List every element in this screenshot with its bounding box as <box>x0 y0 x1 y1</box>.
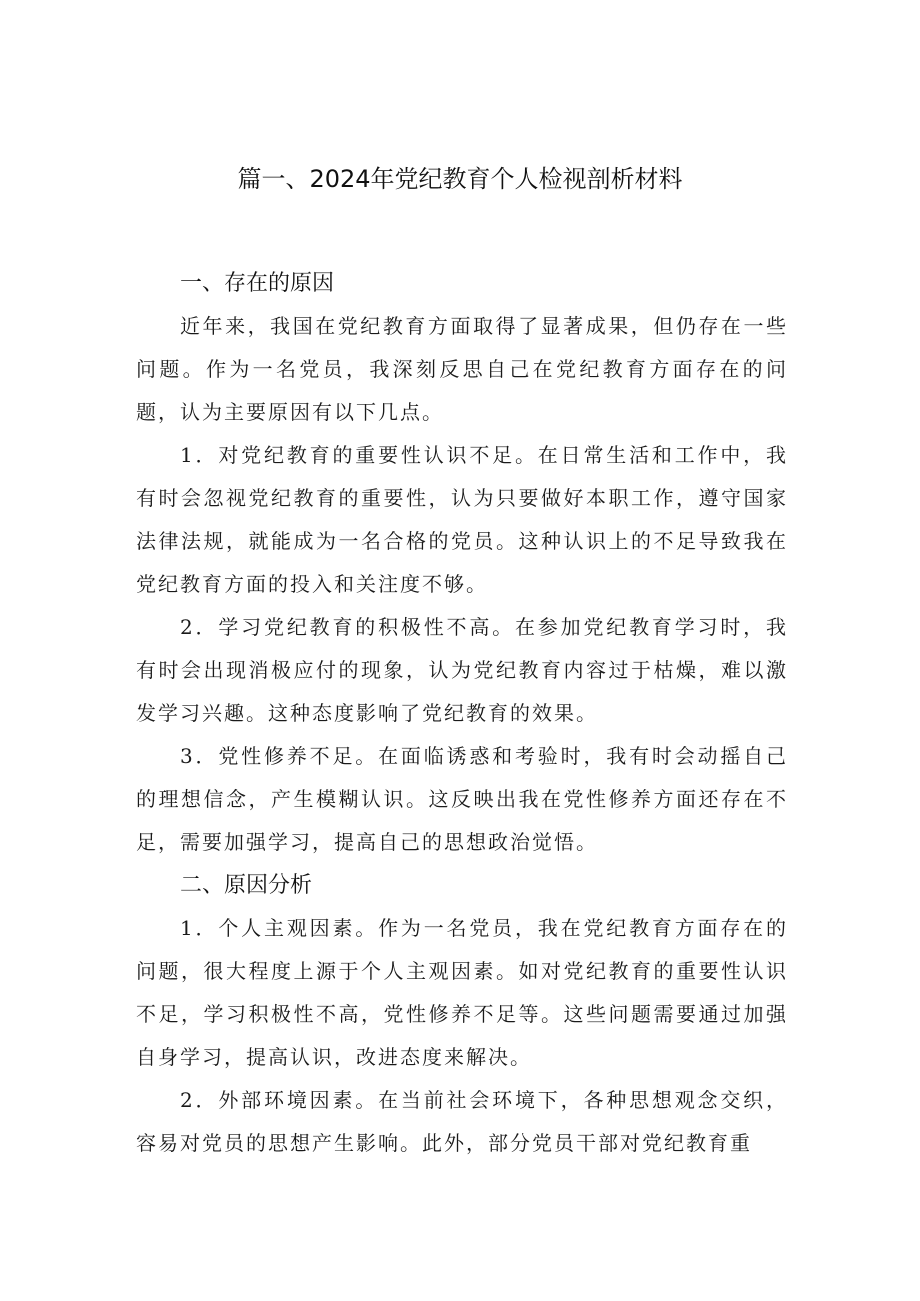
section-heading: 一、存在的原因 <box>180 271 335 296</box>
body-paragraph: 3．党性修养不足。在面临诱惑和考验时，我有时会动摇自己的理想信念，产生模糊认识。这反映出我在党性修养方面还存在不足，需要加强学习，提高自己的思想政治觉悟。 <box>136 744 788 854</box>
body-paragraph: 2．学习党纪教育的积极性不高。在参加党纪教育学习时，我有时会出现消极应付的现象，认为党纪教育内容过于枯燥，难以激发学习兴趣。这种态度影响了党纪教育的效果。 <box>136 615 788 725</box>
document-title: 篇一、2024年党纪教育个人检视剖析材料 <box>237 165 683 193</box>
document-body <box>136 262 788 1165</box>
section-heading: 二、原因分析 <box>180 873 313 898</box>
body-paragraph: 近年来，我国在党纪教育方面取得了显著成果，但仍存在一些问题。作为一名党员，我深刻反思自己在党纪教育方面存在的问题，认为主要原因有以下几点。 <box>136 314 788 424</box>
body-paragraph: 1．对党纪教育的重要性认识不足。在日常生活和工作中，我有时会忽视党纪教育的重要性，认为只要做好本职工作，遵守国家法律法规，就能成为一名合格的党员。这种认识上的不足导致我在党纪教育方面的投入和关注度不够。 <box>136 443 788 596</box>
body-paragraph: 2．外部环境因素。在当前社会环境下，各种思想观念交织，容易对党员的思想产生影响。此外，部分党员干部对党纪教育重 <box>136 1088 788 1155</box>
body-paragraph: 1．个人主观因素。作为一名党员，我在党纪教育方面存在的问题，很大程度上源于个人主观因素。如对党纪教育的重要性认识不足，学习积极性不高，党性修养不足等。这些问题需要通过加强自身学习，提高认识，改进态度来解决。 <box>136 916 788 1069</box>
